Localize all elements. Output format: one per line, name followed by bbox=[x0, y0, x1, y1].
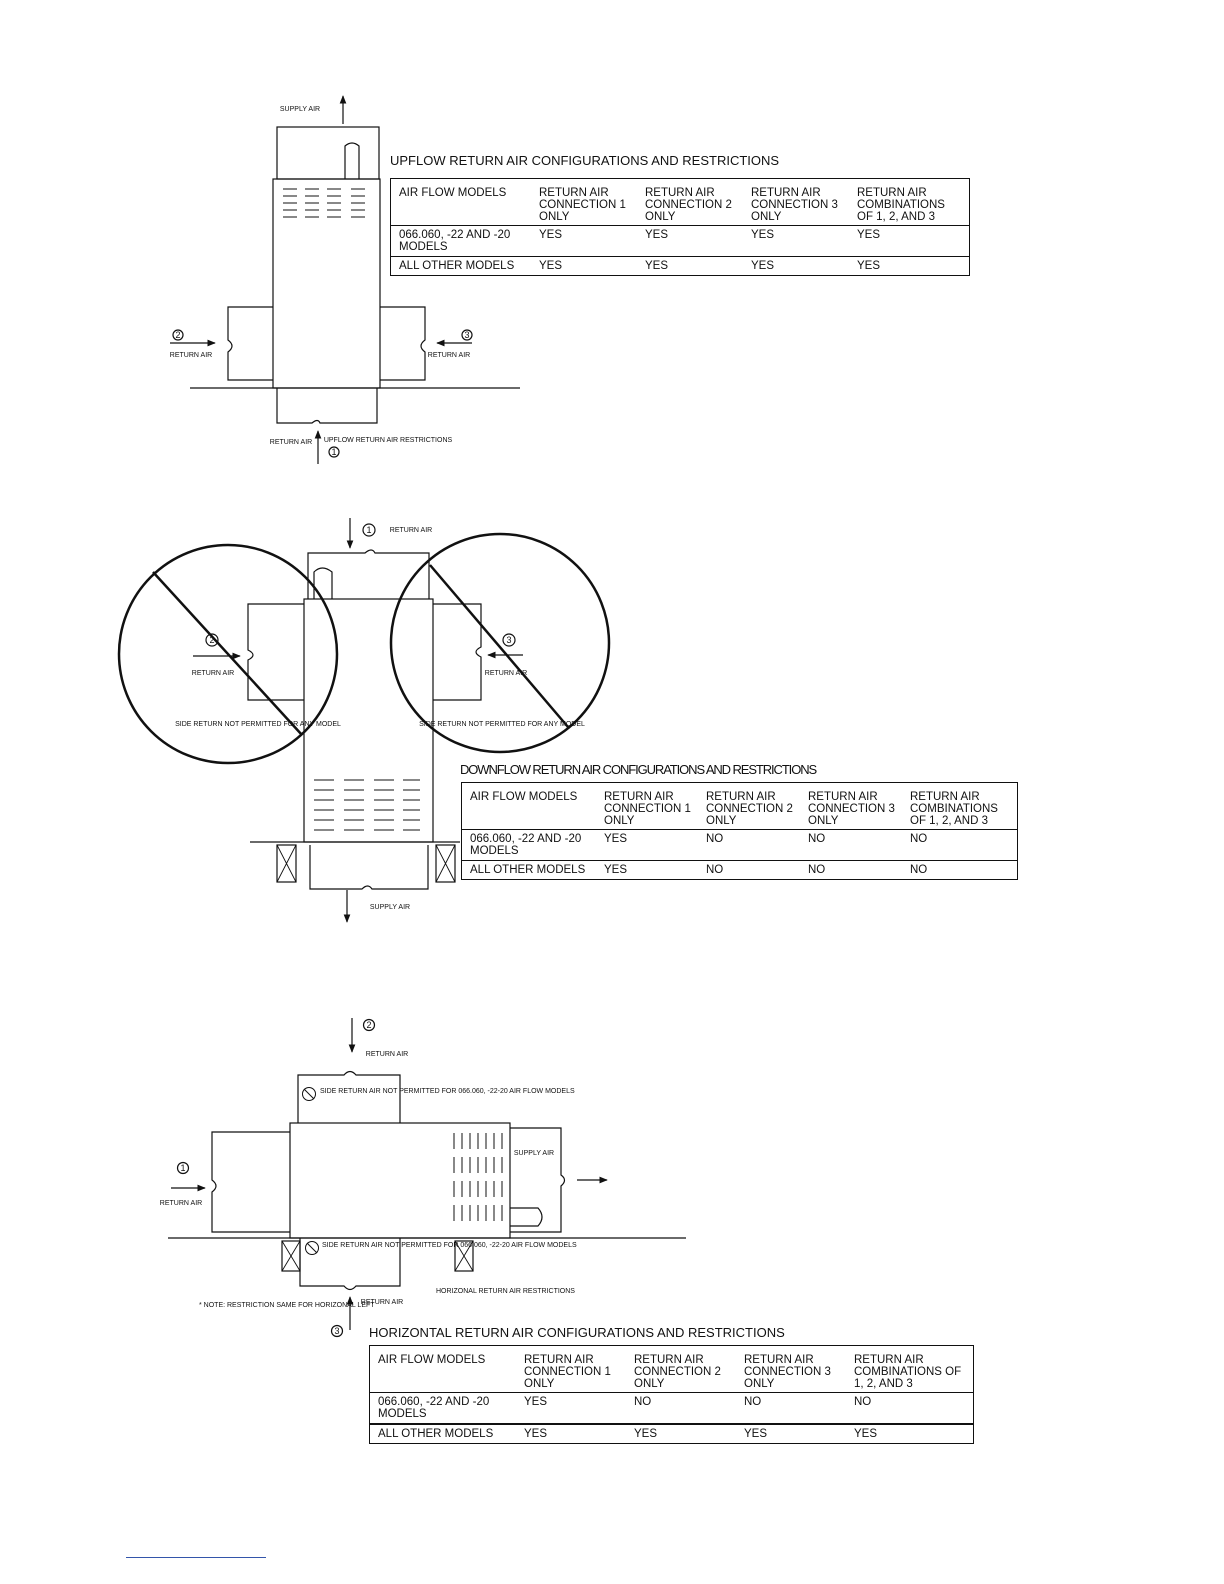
table-cell: YES bbox=[531, 226, 637, 257]
table-header-cell: RETURN AIR CONNECTION 2 ONLY bbox=[706, 791, 793, 827]
downflow-num3: 3 bbox=[506, 635, 512, 645]
table-cell: NO bbox=[800, 830, 902, 861]
table-row bbox=[370, 1393, 974, 1425]
horizontal-prohibited-icon-bottom bbox=[306, 1242, 319, 1255]
horizontal-supply-duct bbox=[510, 1128, 565, 1232]
table-header-row bbox=[462, 783, 1018, 830]
table-cell: NO bbox=[736, 1393, 846, 1425]
table-row bbox=[370, 1424, 974, 1444]
upflow-table bbox=[390, 178, 970, 276]
table-header-cell: RETURN AIR COMBINATIONS OF 1, 2, AND 3 bbox=[854, 1354, 962, 1390]
horizontal-side-note-top: SIDE RETURN AIR NOT PERMITTED FOR 066.060, -22-20 AIR FLOW MODELS bbox=[320, 1088, 575, 1095]
upflow-return-air-label-3: RETURN AIR bbox=[427, 352, 471, 359]
horizontal-return-air-label-top: RETURN AIR bbox=[365, 1051, 409, 1058]
table-cell: ALL OTHER MODELS bbox=[391, 257, 532, 276]
horizontal-prohibited-icon-top bbox=[303, 1088, 316, 1101]
upflow-diagram bbox=[170, 96, 520, 464]
table-header-cell: AIR FLOW MODELS bbox=[470, 791, 578, 803]
table-row bbox=[391, 257, 970, 276]
horizontal-top-duct bbox=[298, 1072, 400, 1124]
table-header-cell: RETURN AIR CONNECTION 1 ONLY bbox=[524, 1354, 611, 1390]
upflow-bottom-duct bbox=[277, 388, 377, 423]
table-header-cell: RETURN AIR CONNECTION 3 ONLY bbox=[808, 791, 895, 827]
table-cell: 066.060, -22 AND -20 MODELS bbox=[462, 830, 597, 861]
horizontal-side-note-bottom: SIDE RETURN AIR NOT PERMITTED FOR 066.060, -22-20 AIR FLOW MODELS bbox=[322, 1242, 577, 1249]
table-header-cell: RETURN AIR CONNECTION 2 ONLY bbox=[634, 1354, 721, 1390]
table-cell: 066.060, -22 AND -20 MODELS bbox=[391, 226, 532, 257]
table-cell: YES bbox=[596, 830, 698, 861]
table-cell: YES bbox=[743, 257, 849, 276]
horizontal-num3: 3 bbox=[334, 1326, 340, 1336]
downflow-right-side-duct bbox=[433, 604, 481, 700]
downflow-right-prohibited bbox=[391, 534, 609, 752]
upflow-table-title: UPFLOW RETURN AIR CONFIGURATIONS AND RESTRICTIONS bbox=[390, 153, 780, 168]
upflow-flue-pipe bbox=[345, 143, 359, 179]
downflow-louvers bbox=[314, 780, 420, 830]
footer-rule bbox=[126, 1557, 266, 1558]
table-row bbox=[462, 861, 1018, 880]
table-cell: 066.060, -22 AND -20 MODELS bbox=[370, 1393, 517, 1425]
downflow-table bbox=[461, 782, 1018, 880]
table-row bbox=[462, 830, 1018, 861]
table-cell: NO bbox=[626, 1393, 736, 1425]
downflow-return-plenum bbox=[308, 550, 429, 599]
horizontal-labels bbox=[160, 1020, 577, 1336]
table-header-cell: RETURN AIR CONNECTION 3 ONLY bbox=[744, 1354, 831, 1390]
table-row bbox=[391, 226, 970, 257]
horizontal-supply-air-label: SUPPLY AIR bbox=[513, 1150, 555, 1157]
downflow-return-air-label-top: RETURN AIR bbox=[389, 527, 433, 534]
table-header-cell: RETURN AIR COMBINATIONS OF 1, 2, AND 3 bbox=[910, 791, 998, 827]
upflow-num1: 1 bbox=[331, 447, 337, 457]
horizontal-diagram bbox=[168, 1018, 686, 1337]
downflow-num2: 2 bbox=[209, 635, 215, 645]
table-cell: YES bbox=[596, 861, 698, 880]
table-cell: NO bbox=[698, 861, 800, 880]
horizontal-left-duct bbox=[212, 1132, 290, 1232]
upflow-louvers bbox=[283, 189, 365, 217]
downflow-supply-air-label: SUPPLY AIR bbox=[369, 904, 411, 911]
horizontal-caption: HORIZONAL RETURN AIR RESTRICTIONS bbox=[436, 1288, 575, 1295]
table-cell: YES bbox=[849, 257, 970, 276]
table-cell: YES bbox=[516, 1424, 626, 1444]
downflow-return-air-label-left: RETURN AIR bbox=[191, 670, 235, 677]
table-header-cell: RETURN AIR CONNECTION 3 ONLY bbox=[751, 187, 838, 223]
upflow-supply-air-label: SUPPLY AIR bbox=[279, 106, 321, 113]
table-header-row bbox=[391, 179, 970, 226]
upflow-supply-plenum bbox=[277, 127, 379, 179]
upflow-left-duct bbox=[228, 307, 273, 380]
upflow-num3: 3 bbox=[464, 330, 470, 340]
table-header-cell: AIR FLOW MODELS bbox=[378, 1354, 486, 1366]
table-cell: YES bbox=[846, 1424, 974, 1444]
table-cell: YES bbox=[531, 257, 637, 276]
horizontal-num1: 1 bbox=[180, 1163, 186, 1173]
horizontal-return-air-label-left: RETURN AIR bbox=[159, 1200, 203, 1207]
table-cell: YES bbox=[743, 226, 849, 257]
horizontal-num2: 2 bbox=[366, 1020, 372, 1030]
table-header-cell: RETURN AIR CONNECTION 1 ONLY bbox=[604, 791, 691, 827]
horizontal-note: * NOTE: RESTRICTION SAME FOR HORIZONAL LEFT bbox=[199, 1302, 375, 1309]
downflow-num1: 1 bbox=[366, 525, 372, 535]
table-cell: YES bbox=[736, 1424, 846, 1444]
upflow-return-air-label-1: RETURN AIR bbox=[269, 439, 313, 446]
downflow-table-title: DOWNFLOW RETURN AIR CONFIGURATIONS AND RESTRICTIONS bbox=[460, 762, 817, 777]
downflow-supply-duct bbox=[310, 845, 428, 889]
horizontal-louvers bbox=[454, 1133, 502, 1221]
table-cell: YES bbox=[637, 226, 743, 257]
horizontal-return-air-label-bottom: RETURN AIR bbox=[360, 1299, 404, 1306]
table-cell: NO bbox=[902, 830, 1018, 861]
table-header-row bbox=[370, 1346, 974, 1393]
horizontal-table-title: HORIZONTAL RETURN AIR CONFIGURATIONS AND RESTRICTIONS bbox=[369, 1325, 785, 1340]
upflow-right-duct bbox=[380, 307, 425, 380]
horizontal-table bbox=[369, 1345, 974, 1444]
horizontal-flue-pipe bbox=[510, 1208, 542, 1226]
table-cell: NO bbox=[800, 861, 902, 880]
table-cell: ALL OTHER MODELS bbox=[462, 861, 597, 880]
table-cell: YES bbox=[637, 257, 743, 276]
table-cell: NO bbox=[902, 861, 1018, 880]
downflow-side-note-right: SIDE RETURN NOT PERMITTED FOR ANY MODEL bbox=[419, 721, 585, 728]
table-cell: ALL OTHER MODELS bbox=[370, 1424, 517, 1444]
table-header-cell: RETURN AIR CONNECTION 1 ONLY bbox=[539, 187, 626, 223]
table-cell: NO bbox=[846, 1393, 974, 1425]
downflow-side-note-left: SIDE RETURN NOT PERMITTED FOR ANY MODEL bbox=[175, 721, 341, 728]
table-cell: NO bbox=[698, 830, 800, 861]
table-header-cell: RETURN AIR CONNECTION 2 ONLY bbox=[645, 187, 732, 223]
table-cell: YES bbox=[849, 226, 970, 257]
table-header-cell: RETURN AIR COMBINATIONS OF 1, 2, AND 3 bbox=[857, 187, 945, 223]
table-cell: YES bbox=[626, 1424, 736, 1444]
downflow-flue-pipe bbox=[314, 568, 332, 599]
upflow-num2: 2 bbox=[175, 330, 181, 340]
upflow-return-air-label-2: RETURN AIR bbox=[169, 352, 213, 359]
horizontal-furnace-cabinet bbox=[290, 1123, 510, 1238]
upflow-caption: UPFLOW RETURN AIR RESTRICTIONS bbox=[323, 437, 453, 444]
table-cell: YES bbox=[516, 1393, 626, 1425]
downflow-return-air-label-right: RETURN AIR bbox=[484, 670, 528, 677]
table-header-cell: AIR FLOW MODELS bbox=[399, 187, 507, 199]
